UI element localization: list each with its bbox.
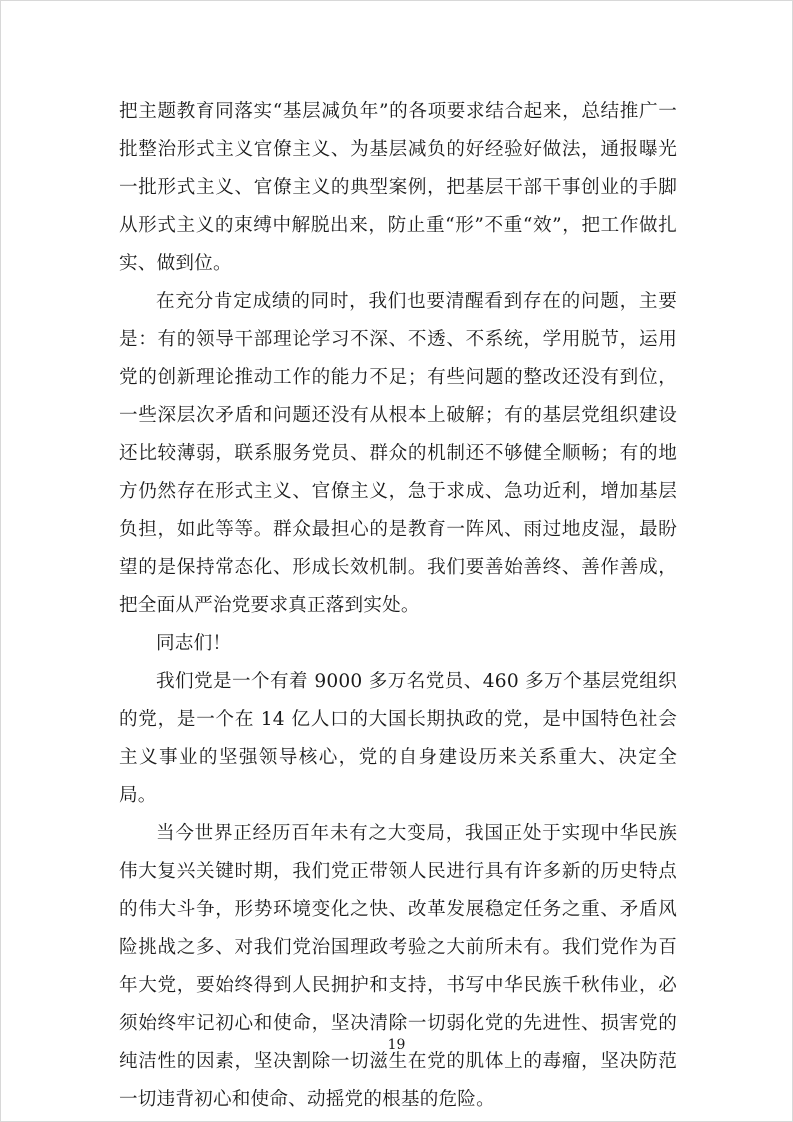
paragraph-1: 把主题教育同落实“基层减负年”的各项要求结合起来，总结推广一批整治形式主义官僚主义、为基层减负的好经验好做法，通报曝光一批形式主义、官僚主义的典型案例，把基层干部干事创业的手脚从形式主义的束缚中解脱出来，防止重“形”不重“效”，把工作做扎实、做到位。: [119, 101, 677, 274]
paragraph-4: 我们党是一个有着 9000 多万名党员、460 多万个基层党组织的党，是一个在 14 亿人口的大国长期执政的党，是中国特色社会主义事业的坚强领导核心，党的自身建设历来关系重大、决定全局。: [119, 671, 677, 806]
document-body: [119, 93, 677, 1119]
page-number: 19: [387, 1037, 406, 1053]
paragraph-3: 同志们！: [156, 633, 232, 654]
paragraph-5: 当今世界正经历百年未有之大变局，我国正处于实现中华民族伟大复兴关键时期，我们党正带领人民进行具有许多新的历史特点的伟大斗争，形势环境变化之快、改革发展稳定任务之重、矛盾风险挑战之多、对我们党治国理政考验之大前所未有。我们党作为百年大党，要始终得到人民拥护和支持，书写中华民族千秋伟业，必须始终牢记初心和使命，坚决清除一切弱化党的先进性、损害党的纯洁性的因素，坚决割除一切滋生在党的肌体上的毒瘤，坚决防范一切违背初心和使命、动摇党的根基的危险。: [119, 823, 677, 1110]
paragraph-2: 在充分肯定成绩的同时，我们也要清醒看到存在的问题，主要是：有的领导干部理论学习不深、不透、不系统，学用脱节，运用党的创新理论推动工作的能力不足；有些问题的整改还没有到位，一些深层次矛盾和问题还没有从根本上破解；有的基层党组织建设还比较薄弱，联系服务党员、群众的机制还不够健全顺畅；有的地方仍然存在形式主义、官僚主义，急于求成、急功近利，增加基层负担，如此等等。群众最担心的是教育一阵风、雨过地皮湿，最盼望的是保持常态化、形成长效机制。我们要善始善终、善作善成，把全面从严治党要求真正落到实处。: [119, 291, 677, 616]
